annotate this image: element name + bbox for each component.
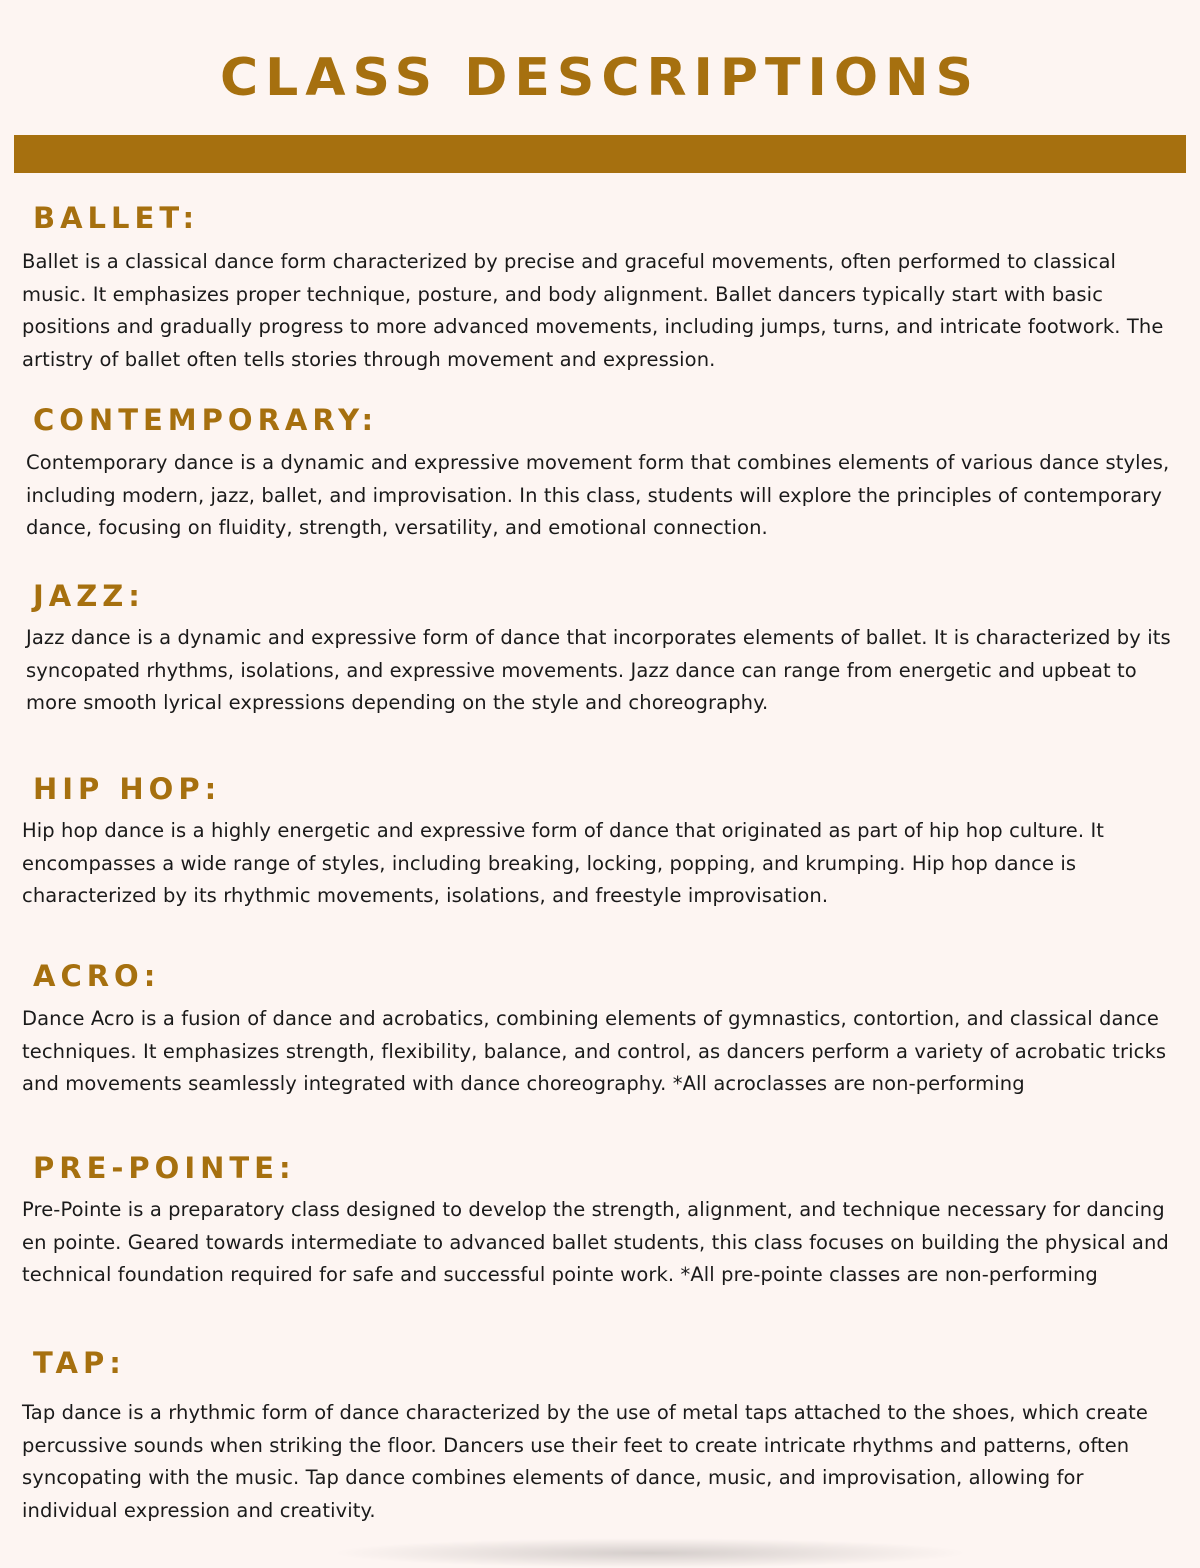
section-body-hip-hop: Hip hop dance is a highly energetic and expressive form of dance that originated as part of hip hop culture. It encompasses a wide range of styles, including breaking, locking, popping, and krumping. Hip hop dance is characterized by its rhythmic movements, isolations, and freestyle improvisation.: [22, 819, 1105, 907]
section-heading-hip-hop: HIP HOP:: [33, 772, 222, 806]
section-body-acro: Dance Acro is a fusion of dance and acrobatics, combining elements of gymnastics, contortion, and classical dance techniques. It emphasizes strength, flexibility, balance, and control, as dancers perform a variety of acrobatic tricks and movements seamlessly integrated with dance choreography. *All acroclasses are non-performing: [22, 1007, 1167, 1095]
section-heading-contemporary: CONTEMPORARY:: [33, 403, 379, 437]
section-heading-acro: ACRO:: [33, 959, 161, 993]
title-divider-bar: [14, 135, 1186, 173]
section-body-pre-pointe: Pre-Pointe is a preparatory class designed to develop the strength, alignment, and technique necessary for dancing en pointe. Geared towards intermediate to advanced ballet students, this class focuses on building the physical and technical foundation required for safe and successful pointe work. *All pre-pointe classes are non-performing: [22, 1198, 1169, 1286]
page-title: CLASS DESCRIPTIONS: [219, 48, 980, 108]
section-body-tap: Tap dance is a rhythmic form of dance characterized by the use of metal taps attached to the shoes, which create percussive sounds when striking the floor. Dancers use their feet to create intricate rhythms and patterns, often syncopating with the music. Tap dance combines elements of dance, music, and improvisation, allowing for individual expression and creativity.: [22, 1401, 1148, 1522]
section-heading-jazz: JAZZ:: [33, 579, 145, 613]
section-heading-pre-pointe: PRE-POINTE:: [33, 1151, 296, 1185]
bottom-shadow-decoration: [330, 1538, 970, 1568]
section-body-contemporary: Contemporary dance is a dynamic and expressive movement form that combines elements of various dance styles, including modern, jazz, ballet, and improvisation. In this class, students will explore the principles of contemporary dance, focusing on fluidity, strength, versatility, and emotional connection.: [26, 451, 1170, 539]
section-body-ballet: Ballet is a classical dance form characterized by precise and graceful movements, often performed to classical music. It emphasizes proper technique, posture, and body alignment. Ballet dancers typically start with basic positions and gradually progress to more advanced movements, including jumps, turns, and intricate footwork. The artistry of ballet often tells stories through movement and expression.: [22, 250, 1164, 371]
section-heading-ballet: BALLET:: [33, 201, 200, 235]
section-body-jazz: Jazz dance is a dynamic and expressive form of dance that incorporates elements of ballet. It is characterized by its syncopated rhythms, isolations, and expressive movements. Jazz dance can range from energetic and upbeat to more smooth lyrical expressions depending on the style and choreography.: [26, 626, 1171, 714]
section-heading-tap: TAP:: [33, 1346, 126, 1380]
